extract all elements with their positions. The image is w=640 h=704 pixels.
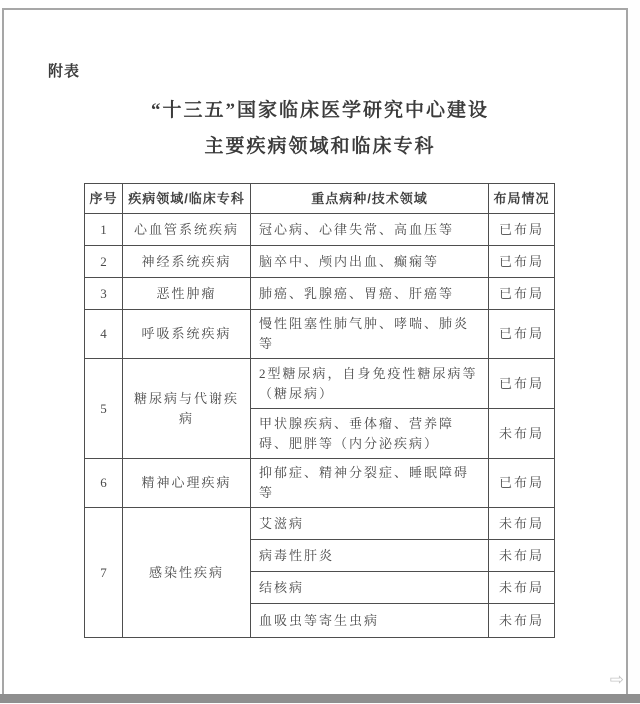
table-row [85, 278, 555, 310]
cell-area: 神经系统疾病 [123, 246, 251, 278]
cell-area: 精神心理疾病 [123, 459, 251, 508]
cell-diseases: 结核病 [251, 572, 489, 604]
cell-status: 未布局 [489, 508, 555, 540]
cell-status: 未布局 [489, 604, 555, 638]
cell-status: 已布局 [489, 359, 555, 409]
cell-no: 6 [85, 459, 123, 508]
cell-no: 5 [85, 359, 123, 459]
next-page-arrow-icon[interactable]: ⇨ [609, 670, 624, 690]
document-title-line1: “十三五”国家临床医学研究中心建设 [150, 100, 489, 121]
table-row [85, 359, 555, 409]
bottom-bar [0, 694, 640, 703]
cell-area: 心血管系统疾病 [123, 214, 251, 246]
cell-area: 呼吸系统疾病 [123, 310, 251, 359]
table-row [85, 214, 555, 246]
cell-status: 已布局 [489, 214, 555, 246]
cell-diseases: 甲状腺疾病、垂体瘤、营养障碍、肥胖等（内分泌疾病） [251, 409, 489, 459]
header-area: 疾病领域/临床专科 [123, 184, 251, 214]
cell-diseases: 抑郁症、精神分裂症、睡眠障碍等 [251, 459, 489, 508]
cell-diseases: 血吸虫等寄生虫病 [251, 604, 489, 638]
cell-diseases: 艾滋病 [251, 508, 489, 540]
table-row [85, 508, 555, 540]
cell-diseases: 慢性阻塞性肺气肿、哮喘、肺炎等 [251, 310, 489, 359]
document-title [0, 93, 640, 165]
cell-status: 已布局 [489, 310, 555, 359]
cell-status: 已布局 [489, 278, 555, 310]
table-row [85, 310, 555, 359]
cell-no: 4 [85, 310, 123, 359]
cell-no: 7 [85, 508, 123, 638]
table-row [85, 246, 555, 278]
cell-status: 未布局 [489, 572, 555, 604]
header-diseases: 重点病种/技术领域 [251, 184, 489, 214]
cell-diseases: 2型糖尿病，自身免疫性糖尿病等（糖尿病） [251, 359, 489, 409]
cell-no: 3 [85, 278, 123, 310]
table-row [85, 459, 555, 508]
appendix-label: 附表 [48, 63, 81, 80]
cell-area: 恶性肿瘤 [123, 278, 251, 310]
header-no: 序号 [85, 184, 123, 214]
cell-area: 糖尿病与代谢疾病 [123, 359, 251, 459]
header-status: 布局情况 [489, 184, 555, 214]
cell-diseases: 病毒性肝炎 [251, 540, 489, 572]
cell-area: 感染性疾病 [123, 508, 251, 638]
cell-status: 未布局 [489, 409, 555, 459]
cell-diseases: 肺癌、乳腺癌、胃癌、肝癌等 [251, 278, 489, 310]
cell-no: 1 [85, 214, 123, 246]
cell-no: 2 [85, 246, 123, 278]
cell-status: 已布局 [489, 246, 555, 278]
document-title-line2: 主要疾病领域和临床专科 [204, 136, 436, 157]
cell-status: 未布局 [489, 540, 555, 572]
cell-status: 已布局 [489, 459, 555, 508]
table-header-row [85, 184, 555, 214]
cell-diseases: 冠心病、心律失常、高血压等 [251, 214, 489, 246]
main-table [84, 183, 555, 638]
cell-diseases: 脑卒中、颅内出血、癫痫等 [251, 246, 489, 278]
